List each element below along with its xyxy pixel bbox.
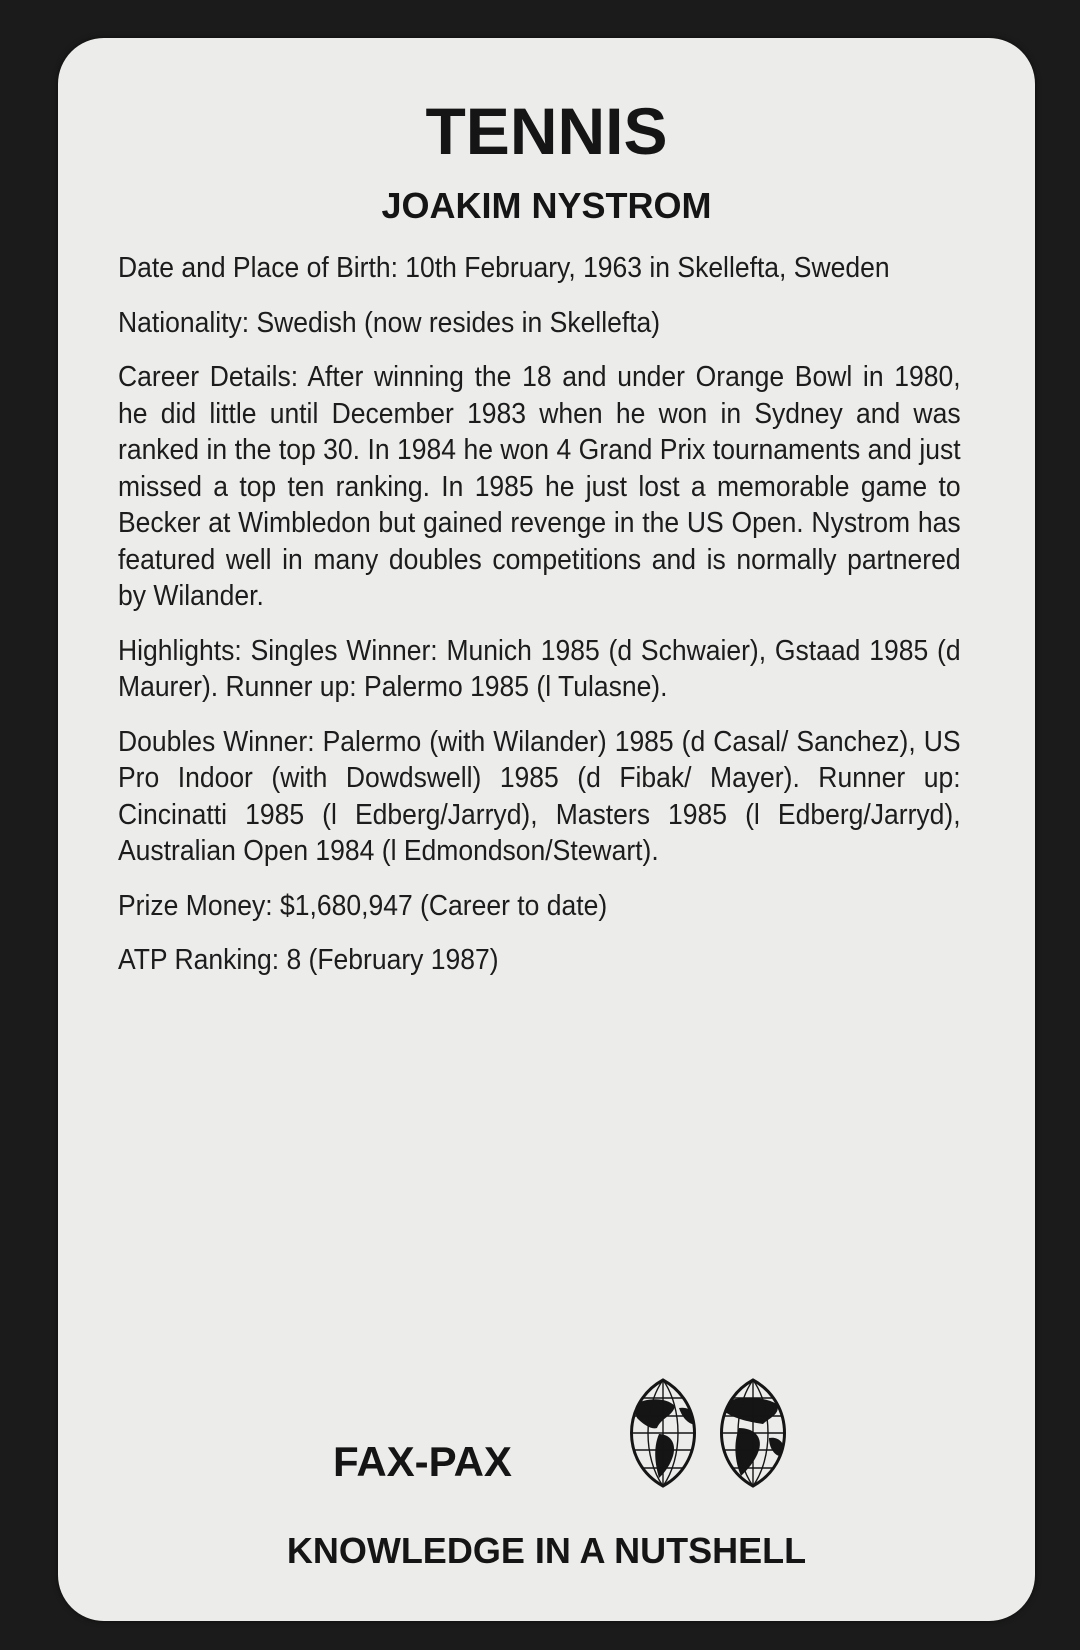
nationality-info: Nationality: Swedish (now resides in Skellefta) [118, 306, 661, 339]
doubles-highlights: Doubles Winner: Palermo (with Wilander) 1985 (d Casal/ Sanchez), US Pro Indoor (with Dowdswell) 1985 (d Fibak/ Mayer). Runner up: Cincinatti 1985 (l Edberg/Jarryd), Masters 1985 (l Edberg/Jarryd), Australian Open 1984 (l Edmondson/Stewart). [118, 725, 961, 867]
left-globe-shape [613, 1378, 713, 1488]
prize-money: Prize Money: $1,680,947 (Career to date) [118, 889, 608, 922]
career-details: Career Details: After winning the 18 and under Orange Bowl in 1980, he did little until December 1983 when he won in Sydney and was ranked in the top 30. In 1984 he won 4 Grand Prix tournaments and just missed a top ten ranking. In 1985 he just lost a memorable game to Becker at Wimbledon but gained revenge in the US Open. Nystrom has featured well in many doubles competitions and is normally partnered by Wilander. [118, 361, 961, 612]
card-body [118, 250, 961, 997]
sport-title: TENNIS [425, 94, 668, 168]
singles-highlights: Highlights: Singles Winner: Munich 1985 (d Schwaier), Gstaad 1985 (d Maurer). Runner up: Palermo 1985 (l Tulasne). [118, 634, 961, 703]
atp-ranking: ATP Ranking: 8 (February 1987) [118, 944, 499, 976]
info-card [58, 38, 1035, 1621]
brand-name: FAX-PAX [333, 1438, 512, 1485]
twin-globes-icon [613, 1378, 813, 1488]
brand-tagline: KNOWLEDGE IN A NUTSHELL [286, 1530, 807, 1571]
birth-info: Date and Place of Birth: 10th February, 1963 in Skellefta, Sweden [118, 252, 890, 284]
right-globe-shape [703, 1378, 803, 1488]
player-name: JOAKIM NYSTROM [381, 185, 712, 226]
